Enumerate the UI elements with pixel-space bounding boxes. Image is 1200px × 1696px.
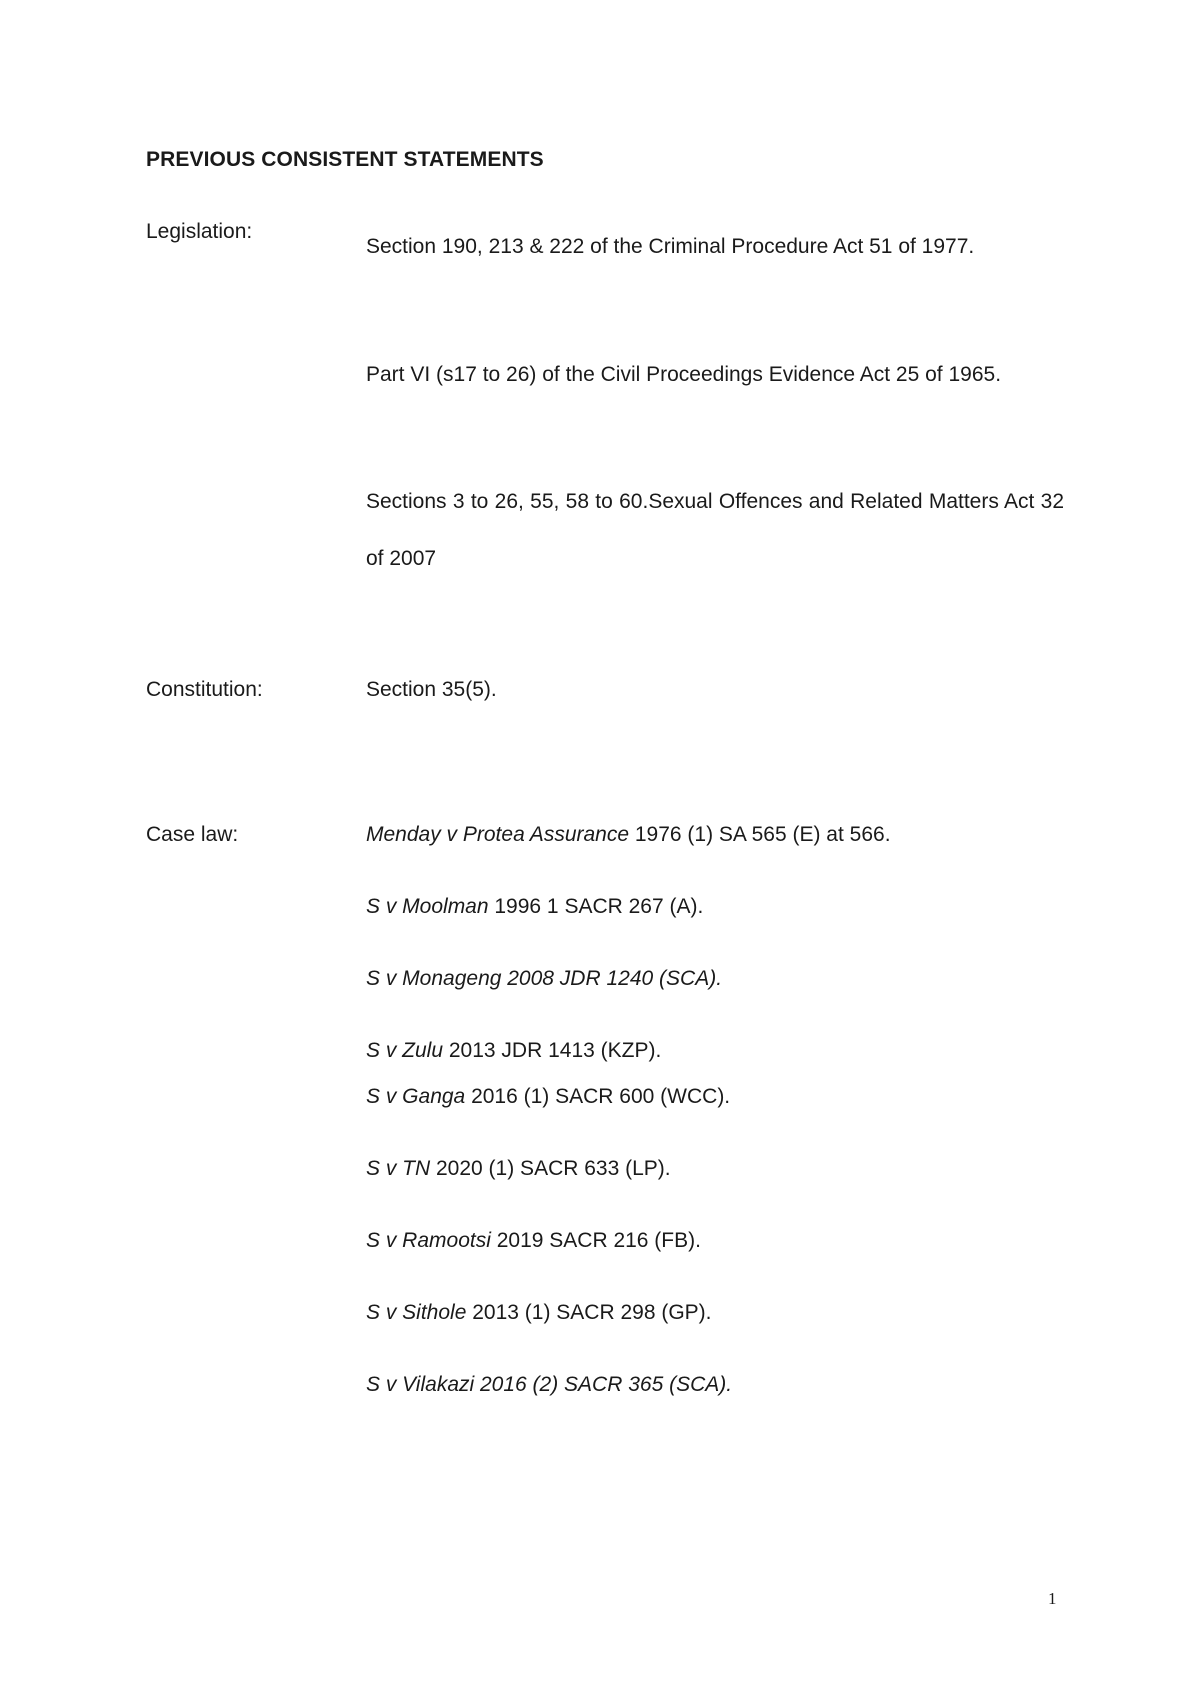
legislation-entry-3 xyxy=(366,473,1064,587)
case-reference: 2019 SACR 216 (FB). xyxy=(490,1229,701,1252)
case-citation xyxy=(366,1037,661,1065)
legislation-label: Legislation: xyxy=(146,220,253,243)
case-name: S v Ramootsi xyxy=(366,1229,491,1252)
legislation-entry-1 xyxy=(366,218,1064,275)
case-name: S v Vilakazi 2016 (2) SACR 365 (SCA). xyxy=(366,1373,733,1396)
case-law-label: Case law: xyxy=(146,823,239,846)
case-citation xyxy=(366,1083,730,1111)
case-reference: 1976 (1) SA 565 (E) at 566. xyxy=(629,823,891,846)
constitution-label: Constitution: xyxy=(146,678,263,701)
legislation-entry-text: Part VI (s17 to 26) of the Civil Proceedings Evidence Act 25 of 1965. xyxy=(366,363,1002,386)
case-citation xyxy=(366,1299,712,1327)
case-citation xyxy=(366,821,891,849)
case-reference: 2013 JDR 1413 (KZP). xyxy=(443,1039,662,1062)
page-number: 1 xyxy=(1048,1589,1057,1608)
case-reference: 2016 (1) SACR 600 (WCC). xyxy=(465,1085,731,1108)
case-citation xyxy=(366,1155,671,1183)
legislation-entry-text: Sections 3 to 26, 55, 58 to 60.Sexual Offences and Related Matters Act 32 of 2007 xyxy=(366,490,1064,570)
case-name: S v TN xyxy=(366,1157,431,1180)
legislation-entry-text: Section 190, 213 & 222 of the Criminal Procedure Act 51 of 1977. xyxy=(366,235,975,258)
legislation-entry-2 xyxy=(366,346,1064,403)
case-citation xyxy=(366,965,722,993)
case-name: S v Moolman xyxy=(366,895,489,918)
case-name: Menday v Protea Assurance xyxy=(366,823,630,846)
document-title: PREVIOUS CONSISTENT STATEMENTS xyxy=(146,148,544,171)
case-name: S v Ganga xyxy=(366,1085,466,1108)
case-name: S v Zulu xyxy=(366,1039,444,1062)
case-citation xyxy=(366,893,703,921)
case-name: S v Sithole xyxy=(366,1301,467,1324)
case-citation xyxy=(366,1227,701,1255)
case-reference: 1996 1 SACR 267 (A). xyxy=(488,895,704,918)
case-reference: 2020 (1) SACR 633 (LP). xyxy=(430,1157,671,1180)
case-name: S v Monageng 2008 JDR 1240 (SCA). xyxy=(366,967,723,990)
case-reference: 2013 (1) SACR 298 (GP). xyxy=(466,1301,712,1324)
case-citation xyxy=(366,1371,732,1399)
constitution-entry: Section 35(5). xyxy=(366,678,497,701)
